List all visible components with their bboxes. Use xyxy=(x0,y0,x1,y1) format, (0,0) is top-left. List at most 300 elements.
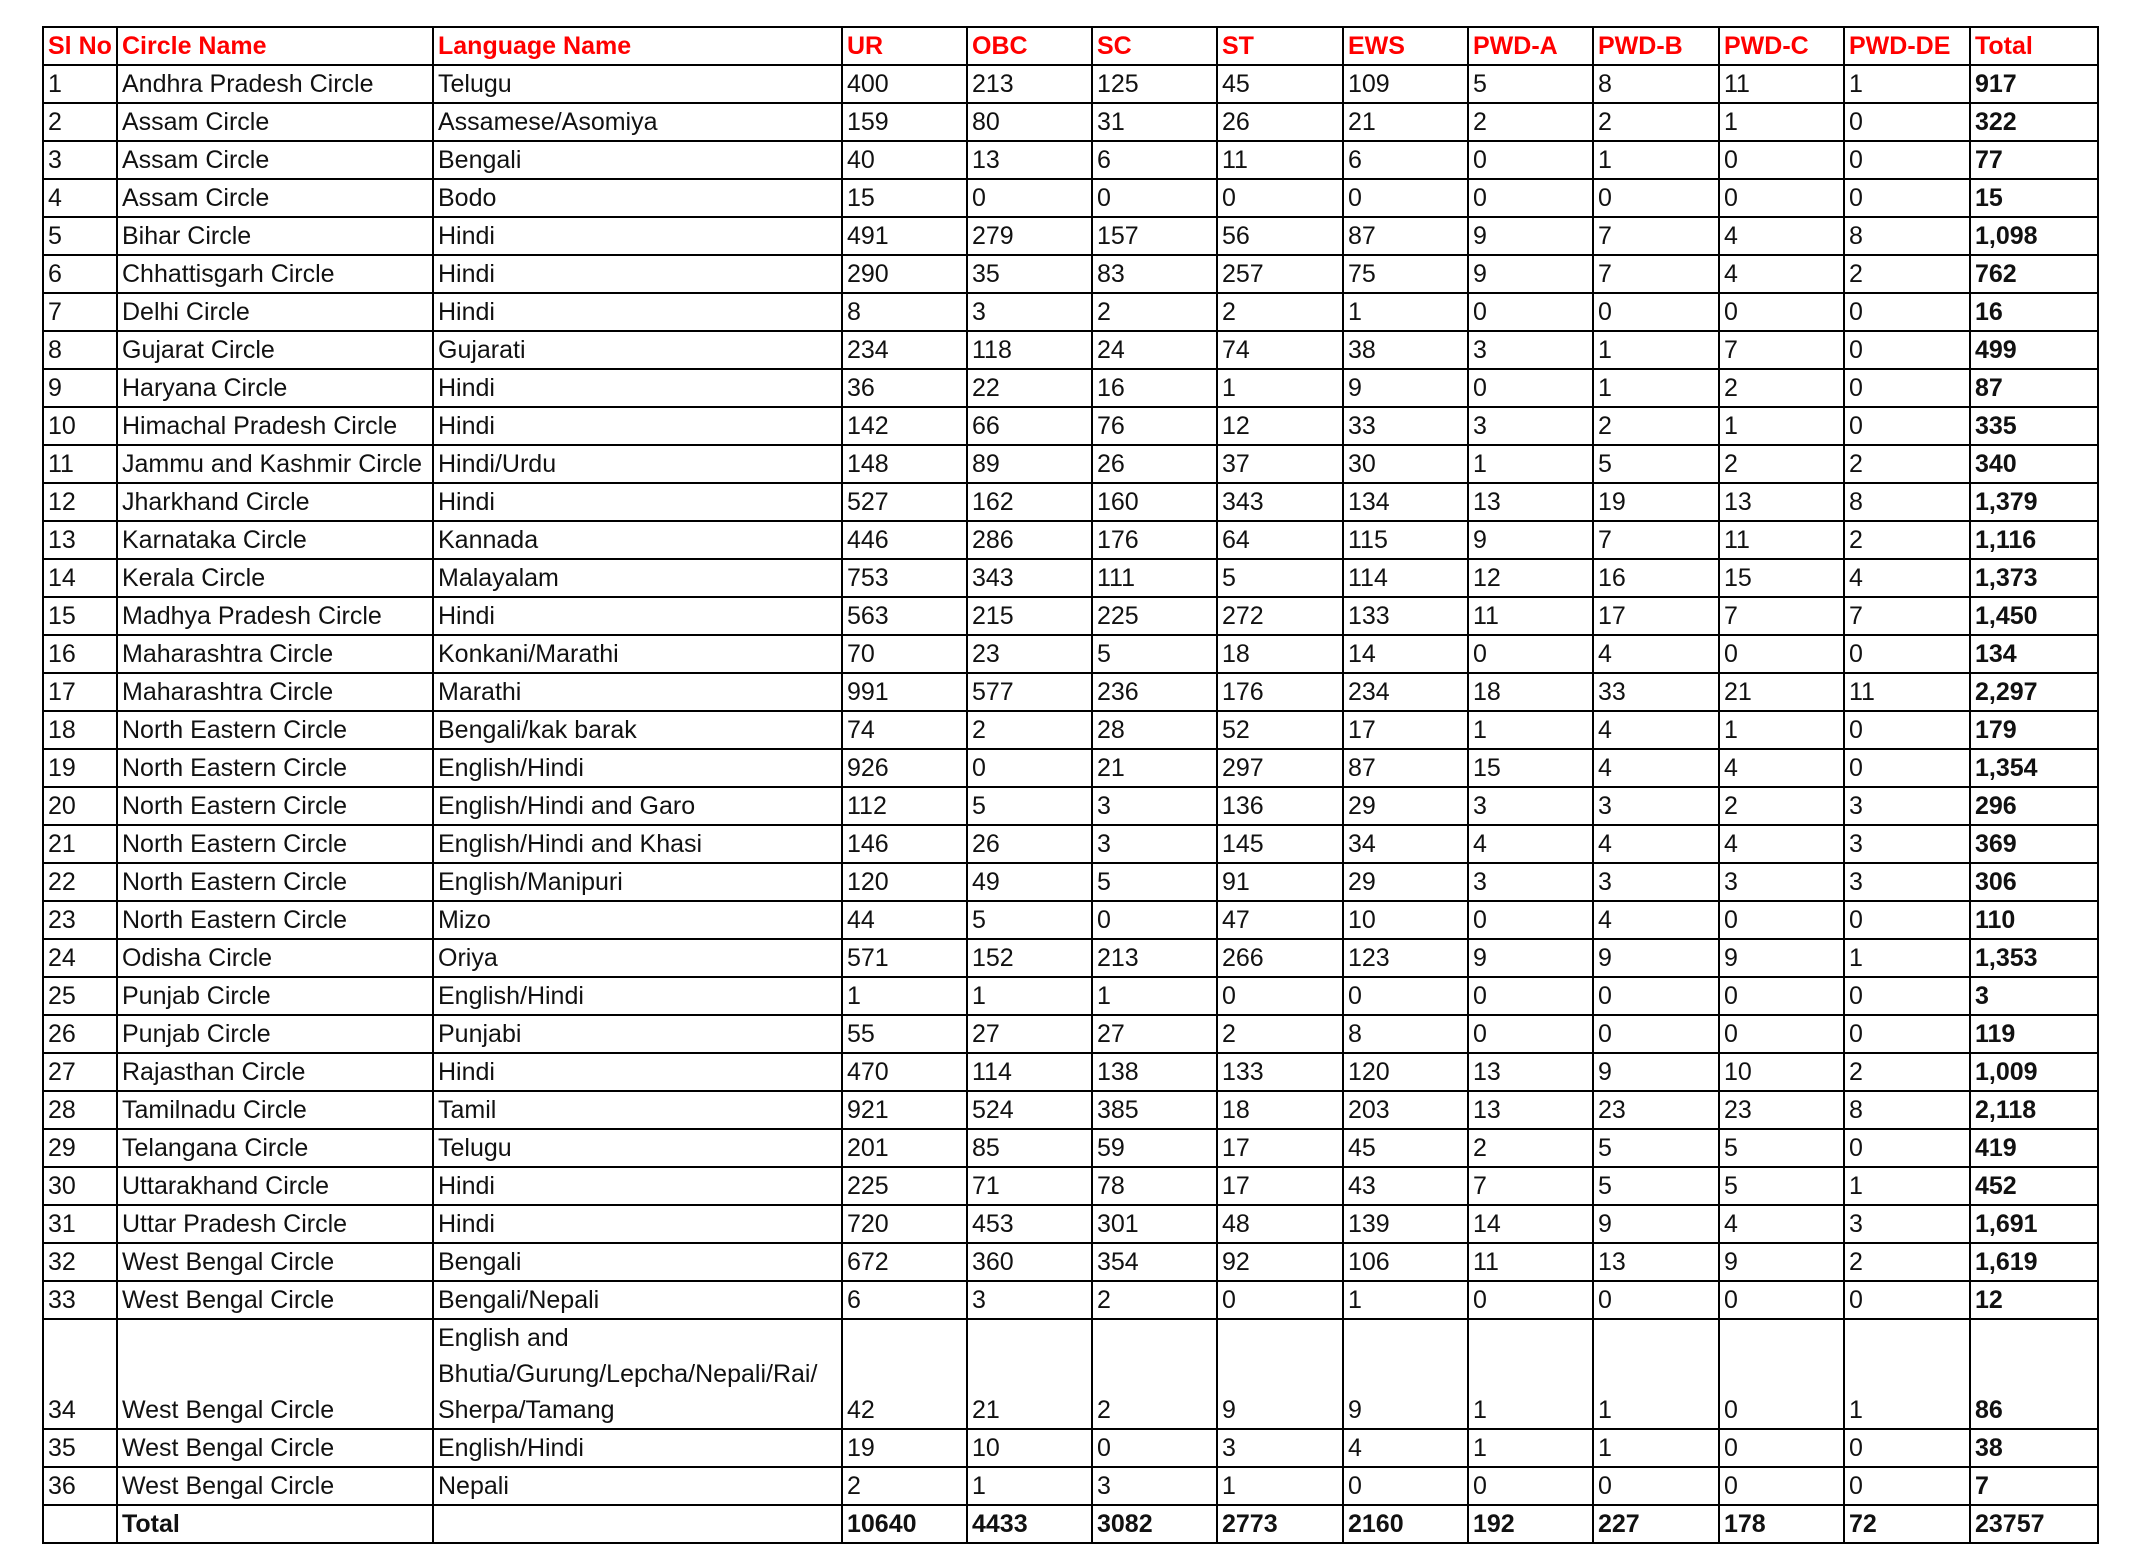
table-cell: 120 xyxy=(842,863,967,901)
table-cell: 7 xyxy=(1970,1467,2098,1505)
table-cell: 11 xyxy=(1719,65,1844,103)
table-cell: 22 xyxy=(967,369,1092,407)
table-cell: 13 xyxy=(1468,483,1593,521)
table-cell: 2 xyxy=(1468,1129,1593,1167)
table-cell: 2,118 xyxy=(1970,1091,2098,1129)
table-cell: 152 xyxy=(967,939,1092,977)
table-cell: 2 xyxy=(1468,103,1593,141)
table-cell: 86 xyxy=(1970,1319,2098,1429)
table-cell: 34 xyxy=(1343,825,1468,863)
table-cell: 286 xyxy=(967,521,1092,559)
table-cell: 21 xyxy=(967,1319,1092,1429)
table-cell: 9 xyxy=(1719,939,1844,977)
table-cell: 30 xyxy=(1343,445,1468,483)
table-cell: Nepali xyxy=(433,1467,842,1505)
column-header: OBC xyxy=(967,27,1092,65)
table-cell: 11 xyxy=(1468,597,1593,635)
table-cell: 0 xyxy=(1217,977,1343,1015)
table-cell: 0 xyxy=(1092,179,1217,217)
table-cell: 3 xyxy=(1844,1205,1970,1243)
table-cell: 5 xyxy=(1217,559,1343,597)
table-cell: 133 xyxy=(1343,597,1468,635)
table-cell: 0 xyxy=(1844,1015,1970,1053)
table-cell: 134 xyxy=(1343,483,1468,521)
total-cell: 3082 xyxy=(1092,1505,1217,1543)
table-cell: 301 xyxy=(1092,1205,1217,1243)
column-header: EWS xyxy=(1343,27,1468,65)
column-header: ST xyxy=(1217,27,1343,65)
total-cell: 4433 xyxy=(967,1505,1092,1543)
table-cell: 133 xyxy=(1217,1053,1343,1091)
table-cell: 87 xyxy=(1343,217,1468,255)
table-cell: Hindi xyxy=(433,483,842,521)
table-cell: 2 xyxy=(1217,293,1343,331)
table-cell: 0 xyxy=(1468,901,1593,939)
table-cell: 19 xyxy=(1593,483,1719,521)
table-cell: 0 xyxy=(1719,179,1844,217)
table-cell: 56 xyxy=(1217,217,1343,255)
table-cell: 2 xyxy=(1719,787,1844,825)
table-cell: 236 xyxy=(1092,673,1217,711)
table-cell: 3 xyxy=(1844,787,1970,825)
table-cell: 1 xyxy=(1844,65,1970,103)
table-cell: Assam Circle xyxy=(117,103,433,141)
table-cell: 0 xyxy=(1719,977,1844,1015)
table-cell: 0 xyxy=(1844,711,1970,749)
table-cell: 112 xyxy=(842,787,967,825)
table-cell: 2 xyxy=(1719,445,1844,483)
table-cell: 6 xyxy=(1092,141,1217,179)
table-cell: 3 xyxy=(1844,825,1970,863)
table-cell: 3 xyxy=(967,293,1092,331)
table-cell: North Eastern Circle xyxy=(117,863,433,901)
table-cell: Bodo xyxy=(433,179,842,217)
table-cell: English/Hindi xyxy=(433,977,842,1015)
table-cell: 21 xyxy=(43,825,117,863)
table-cell: 1 xyxy=(1719,711,1844,749)
table-cell: 290 xyxy=(842,255,967,293)
table-cell: 26 xyxy=(967,825,1092,863)
table-cell: 991 xyxy=(842,673,967,711)
table-cell: 563 xyxy=(842,597,967,635)
total-cell: 178 xyxy=(1719,1505,1844,1543)
table-cell: North Eastern Circle xyxy=(117,749,433,787)
table-cell: 0 xyxy=(1343,1467,1468,1505)
table-row xyxy=(43,369,2098,407)
table-cell: 12 xyxy=(43,483,117,521)
table-cell: 753 xyxy=(842,559,967,597)
table-cell: 354 xyxy=(1092,1243,1217,1281)
table-cell: 0 xyxy=(1844,635,1970,673)
table-cell: 44 xyxy=(842,901,967,939)
table-cell: Hindi xyxy=(433,1167,842,1205)
table-cell: 7 xyxy=(1593,217,1719,255)
table-row xyxy=(43,65,2098,103)
table-cell: 0 xyxy=(1719,1015,1844,1053)
table-cell: 134 xyxy=(1970,635,2098,673)
table-cell: 139 xyxy=(1343,1205,1468,1243)
table-cell: 11 xyxy=(43,445,117,483)
table-cell: 1,098 xyxy=(1970,217,2098,255)
table-cell: 66 xyxy=(967,407,1092,445)
table-row xyxy=(43,711,2098,749)
table-cell: 159 xyxy=(842,103,967,141)
table-cell: 15 xyxy=(842,179,967,217)
table-cell: 8 xyxy=(43,331,117,369)
table-cell: 0 xyxy=(1719,1429,1844,1467)
table-cell: 2 xyxy=(1844,255,1970,293)
table-cell: Hindi xyxy=(433,369,842,407)
table-cell: 1 xyxy=(842,977,967,1015)
table-row xyxy=(43,1467,2098,1505)
table-cell: 179 xyxy=(1970,711,2098,749)
table-cell: 27 xyxy=(967,1015,1092,1053)
table-cell: 8 xyxy=(1343,1015,1468,1053)
table-cell: 119 xyxy=(1970,1015,2098,1053)
table-cell: 1,450 xyxy=(1970,597,2098,635)
table-cell: 29 xyxy=(1343,787,1468,825)
table-cell: 9 xyxy=(1719,1243,1844,1281)
table-cell: 77 xyxy=(1970,141,2098,179)
table-cell: 6 xyxy=(842,1281,967,1319)
vacancy-table xyxy=(42,26,2099,1544)
table-cell: 306 xyxy=(1970,863,2098,901)
table-cell: 8 xyxy=(1593,65,1719,103)
table-row xyxy=(43,445,2098,483)
table-row xyxy=(43,483,2098,521)
table-cell: 1 xyxy=(1593,141,1719,179)
table-cell: 1 xyxy=(1343,1281,1468,1319)
table-cell: 0 xyxy=(1719,1281,1844,1319)
table-cell: 21 xyxy=(1092,749,1217,787)
table-cell: 0 xyxy=(1468,141,1593,179)
table-cell: Uttarakhand Circle xyxy=(117,1167,433,1205)
table-cell: 0 xyxy=(1719,293,1844,331)
table-cell: 120 xyxy=(1343,1053,1468,1091)
table-cell: 1 xyxy=(1593,1429,1719,1467)
table-cell: 13 xyxy=(43,521,117,559)
table-cell: 11 xyxy=(1217,141,1343,179)
table-cell: 18 xyxy=(1468,673,1593,711)
table-cell: 1 xyxy=(1468,1429,1593,1467)
table-row xyxy=(43,103,2098,141)
table-cell: Odisha Circle xyxy=(117,939,433,977)
table-cell: Bengali/Nepali xyxy=(433,1281,842,1319)
table-cell: 335 xyxy=(1970,407,2098,445)
table-row xyxy=(43,217,2098,255)
table-row xyxy=(43,407,2098,445)
table-cell: English/Hindi and Khasi xyxy=(433,825,842,863)
table-cell: 17 xyxy=(43,673,117,711)
table-cell: 0 xyxy=(1468,1015,1593,1053)
table-cell: Hindi xyxy=(433,255,842,293)
table-cell: 0 xyxy=(1092,1429,1217,1467)
table-cell: 78 xyxy=(1092,1167,1217,1205)
table-cell: West Bengal Circle xyxy=(117,1467,433,1505)
table-cell: 4 xyxy=(43,179,117,217)
table-cell: 35 xyxy=(967,255,1092,293)
table-cell: North Eastern Circle xyxy=(117,711,433,749)
table-cell: 92 xyxy=(1217,1243,1343,1281)
table-cell: Andhra Pradesh Circle xyxy=(117,65,433,103)
table-cell: 2 xyxy=(1217,1015,1343,1053)
table-cell: 47 xyxy=(1217,901,1343,939)
table-row xyxy=(43,1091,2098,1129)
table-cell: 9 xyxy=(1217,1319,1343,1429)
table-cell: Hindi xyxy=(433,217,842,255)
table-cell: 1 xyxy=(1468,711,1593,749)
table-cell: 12 xyxy=(1217,407,1343,445)
table-cell: 14 xyxy=(43,559,117,597)
table-cell: 146 xyxy=(842,825,967,863)
table-cell: 1 xyxy=(1343,293,1468,331)
table-cell: 0 xyxy=(1593,1467,1719,1505)
table-cell: 109 xyxy=(1343,65,1468,103)
table-cell: 30 xyxy=(43,1167,117,1205)
table-cell: 20 xyxy=(43,787,117,825)
table-cell: 9 xyxy=(1593,1205,1719,1243)
table-container xyxy=(42,26,2099,1544)
table-cell: 70 xyxy=(842,635,967,673)
table-cell: Bengali/kak barak xyxy=(433,711,842,749)
column-header: PWD-C xyxy=(1719,27,1844,65)
table-header-row xyxy=(43,27,2098,65)
table-row xyxy=(43,1205,2098,1243)
table-cell: 452 xyxy=(1970,1167,2098,1205)
table-cell: 38 xyxy=(1970,1429,2098,1467)
table-cell: Assam Circle xyxy=(117,141,433,179)
total-cell: 192 xyxy=(1468,1505,1593,1543)
table-cell: 3 xyxy=(1217,1429,1343,1467)
table-cell: 3 xyxy=(1593,787,1719,825)
table-cell: 4 xyxy=(1593,901,1719,939)
table-cell: 87 xyxy=(1970,369,2098,407)
table-cell: Haryana Circle xyxy=(117,369,433,407)
table-cell: Uttar Pradesh Circle xyxy=(117,1205,433,1243)
table-row xyxy=(43,1429,2098,1467)
table-row xyxy=(43,977,2098,1015)
table-cell: 15 xyxy=(1970,179,2098,217)
table-cell: 0 xyxy=(1719,635,1844,673)
table-cell: 15 xyxy=(43,597,117,635)
table-cell: 75 xyxy=(1343,255,1468,293)
table-cell: 0 xyxy=(1844,977,1970,1015)
table-cell: 10 xyxy=(1343,901,1468,939)
table-cell: 17 xyxy=(1217,1167,1343,1205)
table-cell: 4 xyxy=(1719,1205,1844,1243)
table-cell: 5 xyxy=(1593,1167,1719,1205)
table-cell: 2 xyxy=(1092,1281,1217,1319)
table-cell: 26 xyxy=(43,1015,117,1053)
column-header: Total xyxy=(1970,27,2098,65)
table-cell: 2 xyxy=(1593,103,1719,141)
table-row xyxy=(43,825,2098,863)
table-cell: 1 xyxy=(1593,1319,1719,1429)
table-cell: Gujarat Circle xyxy=(117,331,433,369)
table-cell: 5 xyxy=(967,787,1092,825)
table-cell: 115 xyxy=(1343,521,1468,559)
table-cell: 52 xyxy=(1217,711,1343,749)
table-cell: 0 xyxy=(1844,369,1970,407)
table-cell: 1,116 xyxy=(1970,521,2098,559)
table-cell: 14 xyxy=(1468,1205,1593,1243)
table-cell: 26 xyxy=(1092,445,1217,483)
table-cell: 1,691 xyxy=(1970,1205,2098,1243)
table-cell: 5 xyxy=(43,217,117,255)
table-cell: 18 xyxy=(1217,1091,1343,1129)
table-cell: 3 xyxy=(967,1281,1092,1319)
table-cell: 27 xyxy=(43,1053,117,1091)
table-cell: Jharkhand Circle xyxy=(117,483,433,521)
table-cell: 0 xyxy=(1844,749,1970,787)
table-cell: 2 xyxy=(842,1467,967,1505)
table-cell: 43 xyxy=(1343,1167,1468,1205)
table-cell: 5 xyxy=(1092,863,1217,901)
table-cell: 1 xyxy=(1468,445,1593,483)
table-cell: Rajasthan Circle xyxy=(117,1053,433,1091)
table-cell: 9 xyxy=(1468,217,1593,255)
table-cell: 1 xyxy=(1719,103,1844,141)
column-header: PWD-DE xyxy=(1844,27,1970,65)
table-cell: 125 xyxy=(1092,65,1217,103)
table-cell: 453 xyxy=(967,1205,1092,1243)
column-header: SC xyxy=(1092,27,1217,65)
table-cell: 42 xyxy=(842,1319,967,1429)
table-cell: 0 xyxy=(1343,179,1468,217)
table-cell: 64 xyxy=(1217,521,1343,559)
table-cell: 2,297 xyxy=(1970,673,2098,711)
table-cell: 0 xyxy=(1593,1015,1719,1053)
table-cell: Assamese/Asomiya xyxy=(433,103,842,141)
table-cell: 0 xyxy=(1719,1467,1844,1505)
table-cell: 4 xyxy=(1593,711,1719,749)
table-cell: 0 xyxy=(1844,331,1970,369)
table-cell: 2 xyxy=(1719,369,1844,407)
column-header: Circle Name xyxy=(117,27,433,65)
table-cell: 142 xyxy=(842,407,967,445)
table-cell: 1,373 xyxy=(1970,559,2098,597)
table-cell: Mizo xyxy=(433,901,842,939)
table-cell: 23 xyxy=(43,901,117,939)
total-cell: 72 xyxy=(1844,1505,1970,1543)
table-cell: 16 xyxy=(1970,293,2098,331)
table-cell: 1,354 xyxy=(1970,749,2098,787)
table-cell: Jammu and Kashmir Circle xyxy=(117,445,433,483)
table-cell: 571 xyxy=(842,939,967,977)
total-cell xyxy=(433,1505,842,1543)
table-cell: 0 xyxy=(1719,1319,1844,1429)
table-cell: 85 xyxy=(967,1129,1092,1167)
table-cell: 8 xyxy=(1844,1091,1970,1129)
table-cell: Hindi xyxy=(433,407,842,445)
table-cell: Punjabi xyxy=(433,1015,842,1053)
table-cell: 40 xyxy=(842,141,967,179)
table-cell: 2 xyxy=(1844,445,1970,483)
table-cell: 32 xyxy=(43,1243,117,1281)
table-cell: 1 xyxy=(1844,939,1970,977)
table-cell: 11 xyxy=(1719,521,1844,559)
table-cell: 3 xyxy=(1092,825,1217,863)
table-cell: 13 xyxy=(1719,483,1844,521)
table-row xyxy=(43,1319,2098,1429)
table-cell: 1 xyxy=(43,65,117,103)
table-cell: 11 xyxy=(1468,1243,1593,1281)
table-cell: Hindi xyxy=(433,597,842,635)
table-cell: 0 xyxy=(1217,179,1343,217)
table-row xyxy=(43,749,2098,787)
column-header: UR xyxy=(842,27,967,65)
table-cell: 7 xyxy=(1719,331,1844,369)
table-cell: 1 xyxy=(967,977,1092,1015)
table-cell: 15 xyxy=(1719,559,1844,597)
table-cell: 71 xyxy=(967,1167,1092,1205)
table-row xyxy=(43,635,2098,673)
table-cell: 28 xyxy=(43,1091,117,1129)
table-cell: 13 xyxy=(1468,1091,1593,1129)
table-row xyxy=(43,255,2098,293)
table-row xyxy=(43,1243,2098,1281)
table-cell: 10 xyxy=(1719,1053,1844,1091)
table-cell: 0 xyxy=(1844,407,1970,445)
table-cell: 0 xyxy=(1844,1429,1970,1467)
table-cell: 2 xyxy=(1844,1053,1970,1091)
table-cell: 5 xyxy=(1593,445,1719,483)
table-cell: 48 xyxy=(1217,1205,1343,1243)
table-cell: 17 xyxy=(1593,597,1719,635)
table-cell: North Eastern Circle xyxy=(117,825,433,863)
table-cell: 7 xyxy=(1719,597,1844,635)
table-cell: 38 xyxy=(1343,331,1468,369)
table-cell: 272 xyxy=(1217,597,1343,635)
table-cell: 11 xyxy=(1844,673,1970,711)
column-header: PWD-B xyxy=(1593,27,1719,65)
table-cell: 3 xyxy=(1092,787,1217,825)
table-cell: 29 xyxy=(43,1129,117,1167)
table-cell: 0 xyxy=(1593,179,1719,217)
table-cell: 0 xyxy=(1468,977,1593,1015)
table-row xyxy=(43,331,2098,369)
table-cell: 4 xyxy=(1593,825,1719,863)
table-cell: 3 xyxy=(1092,1467,1217,1505)
table-cell: 3 xyxy=(1468,787,1593,825)
table-cell: Punjab Circle xyxy=(117,1015,433,1053)
total-cell: 10640 xyxy=(842,1505,967,1543)
table-row xyxy=(43,559,2098,597)
table-cell: 37 xyxy=(1217,445,1343,483)
table-cell: 36 xyxy=(842,369,967,407)
table-cell: 0 xyxy=(1844,1281,1970,1319)
table-cell: 4 xyxy=(1719,217,1844,255)
table-cell: 34 xyxy=(43,1319,117,1429)
table-cell: 343 xyxy=(1217,483,1343,521)
table-cell: 123 xyxy=(1343,939,1468,977)
table-cell: 13 xyxy=(1468,1053,1593,1091)
table-cell: 2 xyxy=(43,103,117,141)
table-cell: 1 xyxy=(1844,1319,1970,1429)
table-cell: 13 xyxy=(967,141,1092,179)
table-cell: 1,009 xyxy=(1970,1053,2098,1091)
table-cell: 9 xyxy=(1593,939,1719,977)
table-cell: 148 xyxy=(842,445,967,483)
table-row xyxy=(43,597,2098,635)
table-cell: 26 xyxy=(1217,103,1343,141)
table-cell: 234 xyxy=(842,331,967,369)
table-cell: 59 xyxy=(1092,1129,1217,1167)
table-cell: Karnataka Circle xyxy=(117,521,433,559)
table-cell: 0 xyxy=(1719,901,1844,939)
total-cell: 23757 xyxy=(1970,1505,2098,1543)
table-cell: 162 xyxy=(967,483,1092,521)
